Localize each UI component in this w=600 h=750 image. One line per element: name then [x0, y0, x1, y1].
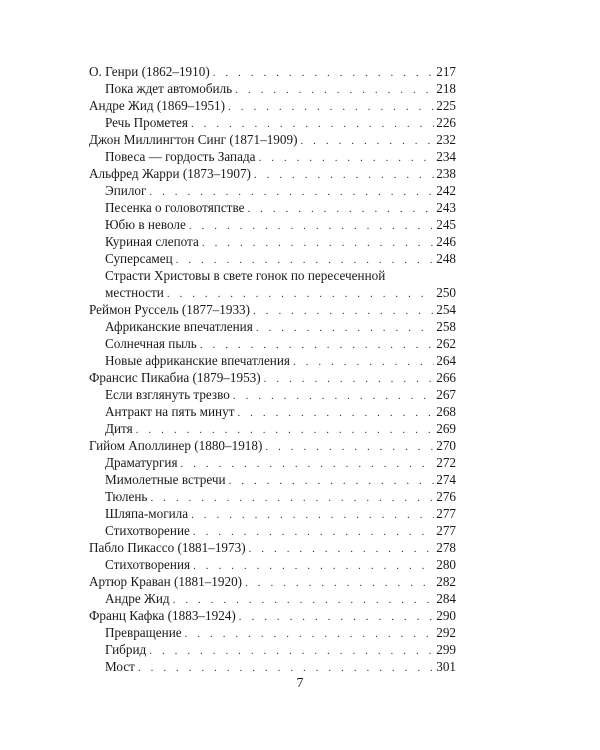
toc-subentry — [89, 420, 456, 437]
toc-page-number: 276 — [436, 489, 456, 504]
toc-author-entry — [89, 539, 456, 556]
toc-author-entry — [89, 369, 456, 386]
toc-entry-title: Гийом Аполлинер (1880–1918) — [89, 437, 265, 454]
toc-page-number: 267 — [436, 387, 456, 402]
toc-page-number: 282 — [436, 574, 456, 589]
toc-entry-title: Новые африканские впечатления — [105, 352, 293, 369]
table-of-contents — [89, 63, 456, 675]
toc-author-entry — [89, 607, 456, 624]
toc-page-number: 254 — [436, 302, 456, 317]
toc-author-entry — [89, 131, 456, 148]
toc-entry-title: Джон Миллингтон Синг (1871–1909) — [89, 131, 300, 148]
toc-subentry — [89, 267, 456, 301]
toc-entry-title: Стихотворения — [105, 556, 193, 573]
toc-entry-title: Повеса — гордость Запада — [105, 148, 259, 165]
toc-subentry — [89, 352, 456, 369]
toc-entry-title: Пока ждет автомобиль — [105, 80, 235, 97]
toc-author-entry — [89, 63, 456, 80]
toc-entry-title: Речь Прометея — [105, 114, 191, 131]
toc-entry-title: Драматургия — [105, 454, 181, 471]
toc-entry-title: Юбю в неволе — [105, 216, 189, 233]
toc-entry-title-continued: местности — [105, 284, 167, 301]
toc-subentry — [89, 471, 456, 488]
toc-page-number: 246 — [436, 234, 456, 249]
toc-author-entry — [89, 165, 456, 182]
toc-subentry — [89, 488, 456, 505]
toc-entry-title: Суперсамец — [105, 250, 176, 267]
toc-entry-title: Песенка о головотяпстве — [105, 199, 247, 216]
toc-subentry — [89, 318, 456, 335]
toc-page-number: 243 — [436, 200, 456, 215]
toc-subentry — [89, 590, 456, 607]
toc-page-number: 301 — [436, 659, 456, 674]
toc-subentry — [89, 250, 456, 267]
toc-entry-title: Мимолетные встречи — [105, 471, 229, 488]
toc-entry-title: Андре Жид (1869–1951) — [89, 97, 228, 114]
toc-subentry — [89, 233, 456, 250]
toc-page-number: 218 — [436, 81, 456, 96]
toc-entry-title: Реймон Руссель (1877–1933) — [89, 301, 253, 318]
toc-page-number: 258 — [436, 319, 456, 334]
toc-entry-title: Страсти Христовы в свете гонок по пересеченной — [105, 268, 386, 283]
toc-page-number: 272 — [436, 455, 456, 470]
toc-entry-title: Дитя — [105, 420, 136, 437]
toc-entry-title: Альфред Жарри (1873–1907) — [89, 165, 254, 182]
toc-entry-title: Если взглянуть трезво — [105, 386, 233, 403]
toc-author-entry — [89, 301, 456, 318]
toc-page-number: 269 — [436, 421, 456, 436]
toc-subentry — [89, 114, 456, 131]
toc-entry-title: Африканские впечатления — [105, 318, 256, 335]
toc-page-number: 232 — [436, 132, 456, 147]
dot-leader — [138, 660, 434, 677]
toc-subentry — [89, 641, 456, 658]
toc-page-number: 268 — [436, 404, 456, 419]
toc-entry-title: Гибрид — [105, 641, 149, 658]
page-number: 7 — [296, 676, 304, 691]
toc-page-number: 266 — [436, 370, 456, 385]
toc-entry-title: Стихотворение — [105, 522, 193, 539]
toc-subentry — [89, 658, 456, 675]
toc-subentry — [89, 199, 456, 216]
toc-page-number: 277 — [436, 506, 456, 521]
toc-entry-title: Антракт на пять минут — [105, 403, 237, 420]
toc-page-number: 274 — [436, 472, 456, 487]
toc-page-number: 290 — [436, 608, 456, 623]
toc-entry-title: Солнечная пыль — [105, 335, 200, 352]
toc-page-number: 234 — [436, 149, 456, 164]
toc-page-number: 245 — [436, 217, 456, 232]
toc-subentry — [89, 148, 456, 165]
toc-page-number: 277 — [436, 523, 456, 538]
toc-page-number: 280 — [436, 557, 456, 572]
toc-page-number: 225 — [436, 98, 456, 113]
toc-subentry — [89, 403, 456, 420]
toc-page-number: 226 — [436, 115, 456, 130]
toc-subentry — [89, 522, 456, 539]
toc-subentry — [89, 216, 456, 233]
toc-page-number: 262 — [436, 336, 456, 351]
toc-entry-title: Куриная слепота — [105, 233, 202, 250]
toc-page-number: 284 — [436, 591, 456, 606]
toc-entry-title: Превращение — [105, 624, 185, 641]
toc-entry-title: Артюр Краван (1881–1920) — [89, 573, 245, 590]
toc-subentry — [89, 454, 456, 471]
toc-entry-title: Эпилог — [105, 182, 149, 199]
toc-subentry — [89, 335, 456, 352]
toc-page-number: 242 — [436, 183, 456, 198]
toc-subentry — [89, 386, 456, 403]
toc-subentry — [89, 80, 456, 97]
toc-author-entry — [89, 97, 456, 114]
toc-entry-title: Андре Жид — [105, 590, 173, 607]
toc-entry-title: Шляпа-могила — [105, 505, 191, 522]
toc-page-number: 264 — [436, 353, 456, 368]
toc-page-number: 292 — [436, 625, 456, 640]
toc-entry-title: О. Генри (1862–1910) — [89, 63, 213, 80]
toc-subentry — [89, 624, 456, 641]
toc-page-number: 217 — [436, 64, 456, 79]
toc-subentry — [89, 556, 456, 573]
toc-page-number: 238 — [436, 166, 456, 181]
toc-page-number: 278 — [436, 540, 456, 555]
toc-author-entry — [89, 573, 456, 590]
toc-entry-title: Мост — [105, 658, 138, 675]
toc-entry-title: Тюлень — [105, 488, 150, 505]
toc-page-number: 248 — [436, 251, 456, 266]
toc-entry-title: Франсис Пикабиа (1879–1953) — [89, 369, 264, 386]
toc-subentry — [89, 505, 456, 522]
toc-page-number: 299 — [436, 642, 456, 657]
toc-entry-title: Пабло Пикассо (1881–1973) — [89, 539, 249, 556]
toc-subentry — [89, 182, 456, 199]
toc-page-number: 250 — [436, 285, 456, 300]
toc-entry-title: Франц Кафка (1883–1924) — [89, 607, 239, 624]
toc-author-entry — [89, 437, 456, 454]
toc-page-number: 270 — [436, 438, 456, 453]
